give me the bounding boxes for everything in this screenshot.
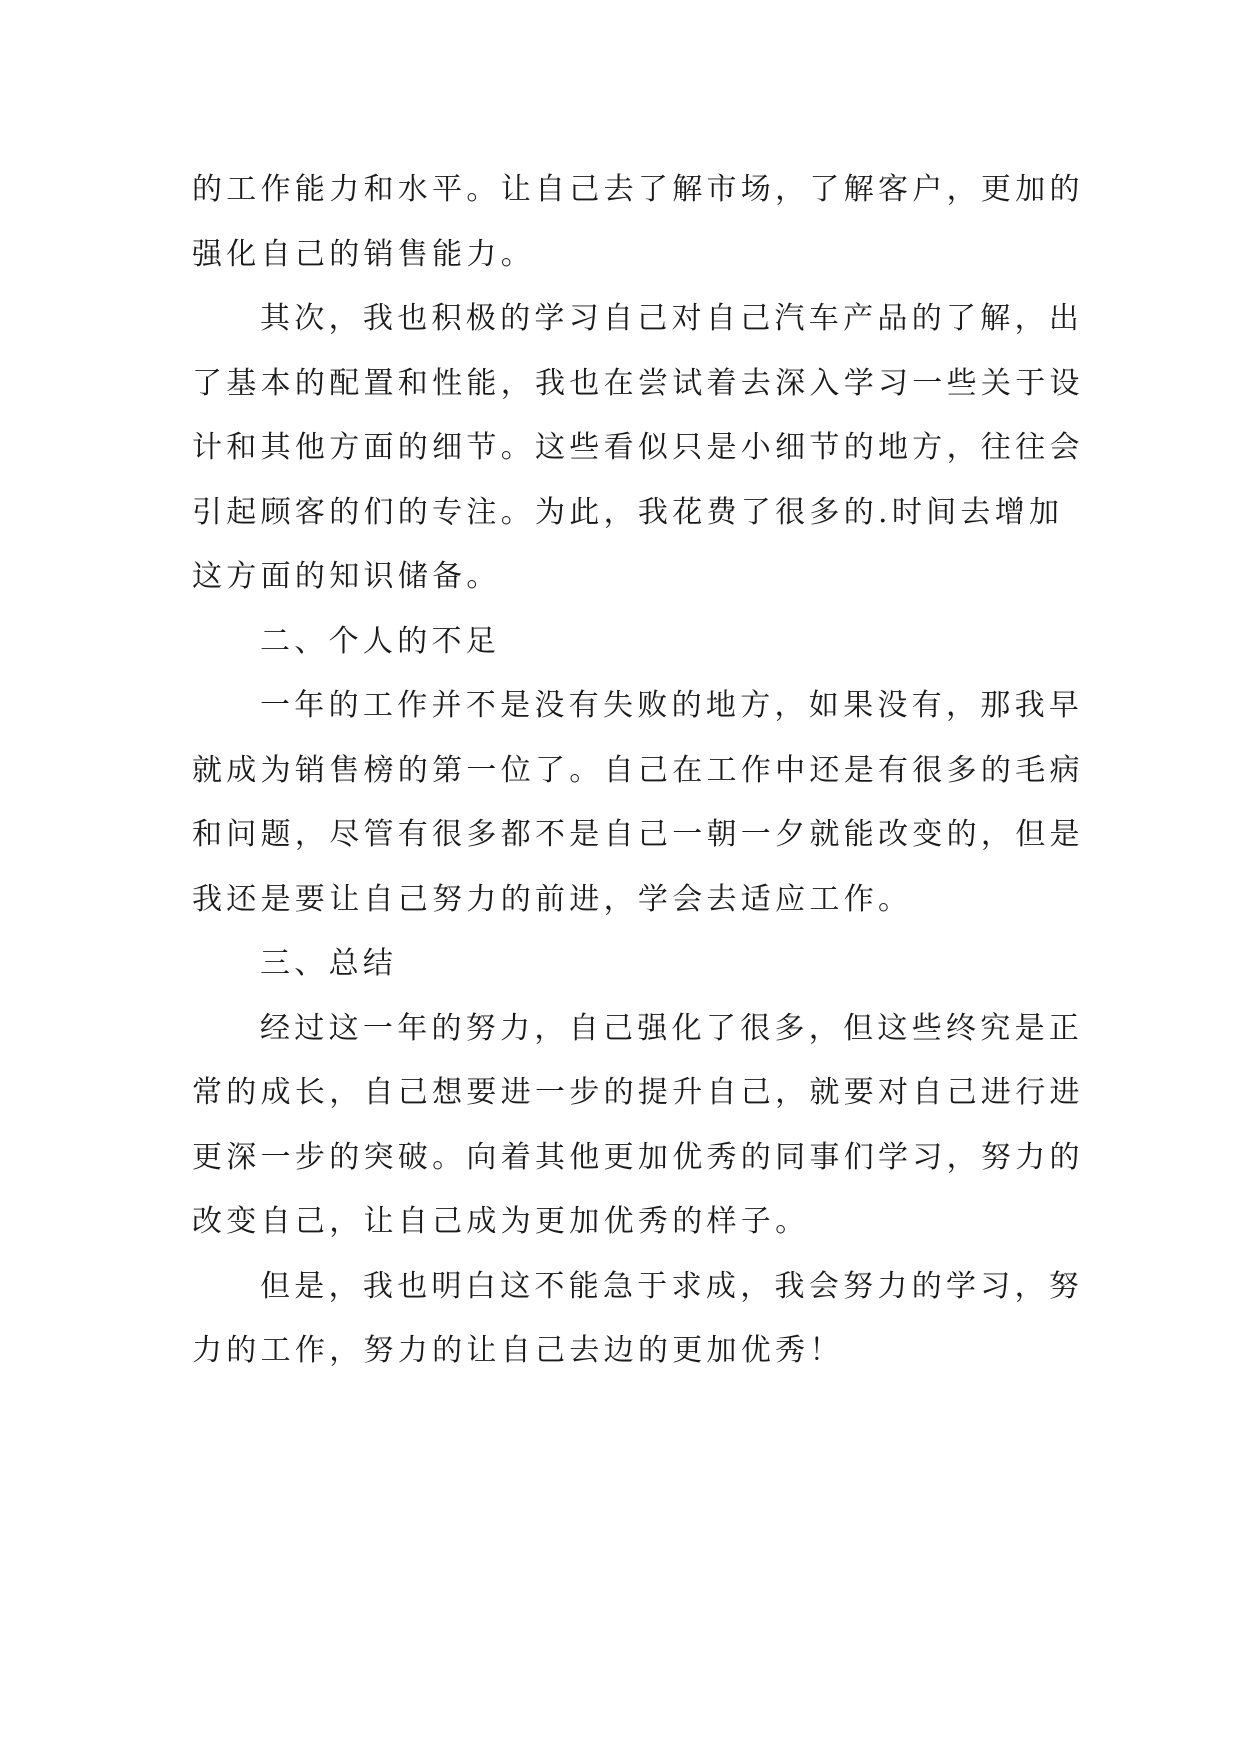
text-line: 这方面的知识储备。 bbox=[192, 559, 501, 594]
document-body bbox=[192, 158, 1084, 1384]
text-line: 更深一步的突破。向着其他更加优秀的同事们学习，努力的 bbox=[192, 1139, 1084, 1175]
text-line: 计和其他方面的细节。这些看似只是小细节的地方，往往会 bbox=[192, 430, 1084, 465]
text-line: 我还是要让自己努力的前进，学会去适应工作。 bbox=[192, 881, 913, 917]
section-heading: 三、总结 bbox=[260, 946, 398, 981]
paragraph-start-line: 经过这一年的努力，自己强化了很多，但这些终究是正 bbox=[260, 1010, 1084, 1046]
paragraph-start-line: 其次，我也积极的学习自己对自己汽车产品的了解，出 bbox=[260, 301, 1084, 336]
text-line: 改变自己，让自己成为更加优秀的样子。 bbox=[192, 1204, 810, 1239]
text-line: 引起顾客的们的专注。为此，我花费了很多的.时间去增加 bbox=[192, 494, 1064, 530]
text-line: 了基本的配置和性能，我也在尝试着去深入学习一些关于设 bbox=[192, 365, 1084, 401]
text-line: 就成为销售榜的第一位了。自己在工作中还是有很多的毛病 bbox=[192, 752, 1084, 788]
paragraph-start-line: 一年的工作并不是没有失败的地方，如果没有，那我早 bbox=[260, 688, 1084, 723]
paragraph-start-line: 但是，我也明白这不能急于求成，我会努力的学习，努 bbox=[260, 1268, 1084, 1304]
text-line: 的工作能力和水平。让自己去了解市场，了解客户，更加的 bbox=[192, 172, 1084, 207]
text-line: 常的成长，自己想要进一步的提升自己，就要对自己进行进 bbox=[192, 1075, 1084, 1110]
text-line: 力的工作，努力的让自己去边的更加优秀！ bbox=[192, 1333, 844, 1368]
text-line: 强化自己的销售能力。 bbox=[192, 236, 535, 272]
section-heading: 二、个人的不足 bbox=[260, 623, 501, 659]
text-line: 和问题，尽管有很多都不是自己一朝一夕就能改变的，但是 bbox=[192, 817, 1084, 852]
